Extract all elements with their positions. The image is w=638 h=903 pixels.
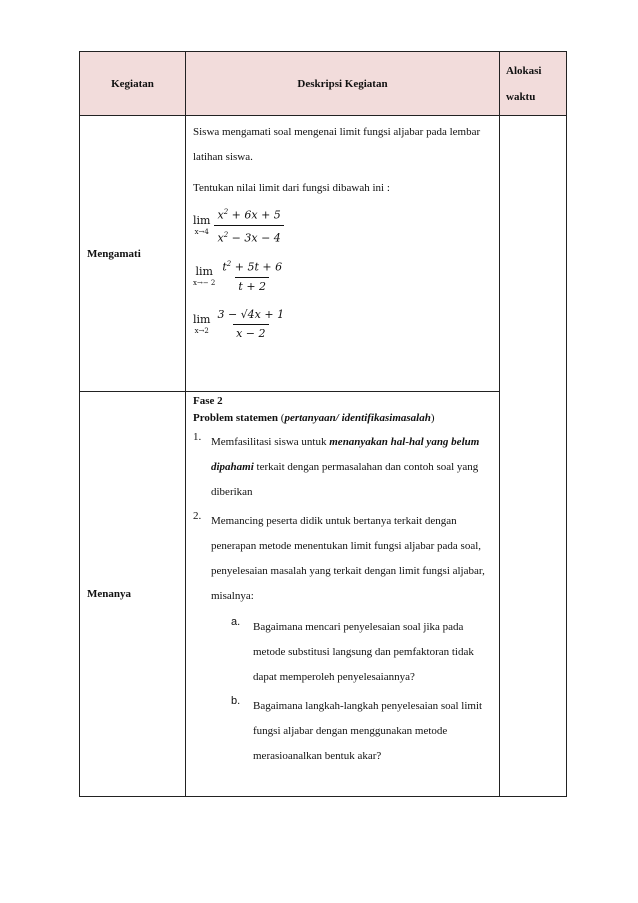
mengamati-intro: Siswa mengamati soal mengenai limit fungsi aljabar pada lembar latihan siswa.	[193, 126, 481, 163]
item-1-number: 1.	[193, 431, 202, 443]
limit-expression-1	[193, 205, 493, 245]
problem-statement-italic: pertanyaan/ identifikasimasalah	[284, 412, 431, 424]
item-1-post: terkait dengan permasalahan dan contoh soal yang diberikan	[211, 461, 479, 498]
limit-2-num-rest: + 5t + 6	[231, 260, 283, 274]
menanya-description	[186, 392, 500, 797]
lesson-plan-table	[79, 51, 567, 797]
limit-1-num-var: x	[217, 208, 224, 222]
problem-statement-bold: Problem statemen	[193, 412, 279, 424]
limit-3-den: x − 2	[233, 324, 268, 341]
limit-2-num-var: t	[222, 260, 227, 274]
limit-1-lim: lim	[193, 214, 211, 228]
limit-3-approach: x→2	[194, 327, 209, 336]
limit-expression-2	[193, 257, 493, 294]
row-label-menanya: Menanya	[80, 392, 186, 797]
limit-1-num-rest: + 6x + 5	[228, 208, 281, 222]
alokasi-waktu-cell	[500, 116, 567, 797]
table-row-mengamati	[80, 116, 567, 392]
menanya-subitem-b	[231, 694, 493, 769]
limit-3-lim: lim	[193, 313, 211, 327]
menanya-item-1	[193, 430, 493, 505]
item-2-number: 2.	[193, 510, 202, 522]
subitem-a-letter: a.	[231, 616, 241, 628]
header-kegiatan: Kegiatan	[80, 52, 186, 116]
subitem-b-text: Bagaimana langkah-langkah penyelesaian soal limit fungsi aljabar dengan menggunakan metode merasioanalkan bentuk akar?	[253, 700, 483, 762]
problem-paren-open: (	[278, 412, 285, 424]
item-1-pre: Memfasilitasi siswa untuk	[211, 436, 330, 448]
limit-1-approach: x→4	[194, 228, 209, 237]
limit-1-den-rest: − 3x − 4	[228, 231, 281, 245]
subitem-b-letter: b.	[231, 695, 241, 707]
item-1-emphasis: menanyakan hal-hal yang belum dipahami	[211, 436, 480, 473]
row-label-mengamati: Mengamati	[80, 116, 186, 392]
limit-2-fraction	[219, 257, 285, 294]
limit-3-fraction	[214, 308, 287, 341]
subitem-a-text: Bagaimana mencari penyelesaian soal jika pada metode substitusi langsung dan pemfaktoran tidak dapat memperoleh penyelesaiannya?	[253, 621, 474, 683]
limit-2-lim: lim	[195, 264, 213, 278]
limit-2-den: t + 2	[235, 277, 269, 294]
header-deskripsi: Deskripsi Kegiatan	[186, 52, 500, 116]
menanya-subitem-a	[231, 615, 493, 690]
header-alokasi-line2: waktu	[506, 90, 536, 103]
menanya-item-2	[193, 509, 493, 609]
header-alokasi-line1: Alokasi	[506, 64, 542, 77]
limit-1-den-var: x	[217, 231, 224, 245]
header-alokasi	[500, 52, 567, 116]
mengamati-description	[186, 116, 500, 392]
limit-2-num-exp: 2	[226, 260, 232, 269]
menanya-fase: Fase 2	[193, 395, 223, 407]
limit-2-approach: x→− 2	[193, 278, 216, 287]
item-2-text: Memancing peserta didik untuk bertanya terkait dengan penerapan metode menentukan limit fungsi aljabar pada soal, penyelesaian masalah yang terkait dengan limit fungsi aljabar, misalnya:	[211, 515, 485, 602]
limit-3-num: 3 − √4x + 1	[217, 307, 285, 321]
mengamati-instruction: Tentukan nilai limit dari fungsi dibawah ini :	[193, 182, 390, 194]
table-row-menanya	[80, 392, 567, 797]
limit-expression-3	[193, 308, 493, 341]
table-header-row	[80, 52, 567, 116]
limit-1-fraction	[214, 205, 283, 245]
limit-1-num-exp: 2	[223, 208, 229, 216]
limit-1-den-exp: 2	[223, 230, 229, 239]
problem-paren-close: )	[430, 412, 435, 424]
menanya-problem-statement	[193, 408, 493, 428]
